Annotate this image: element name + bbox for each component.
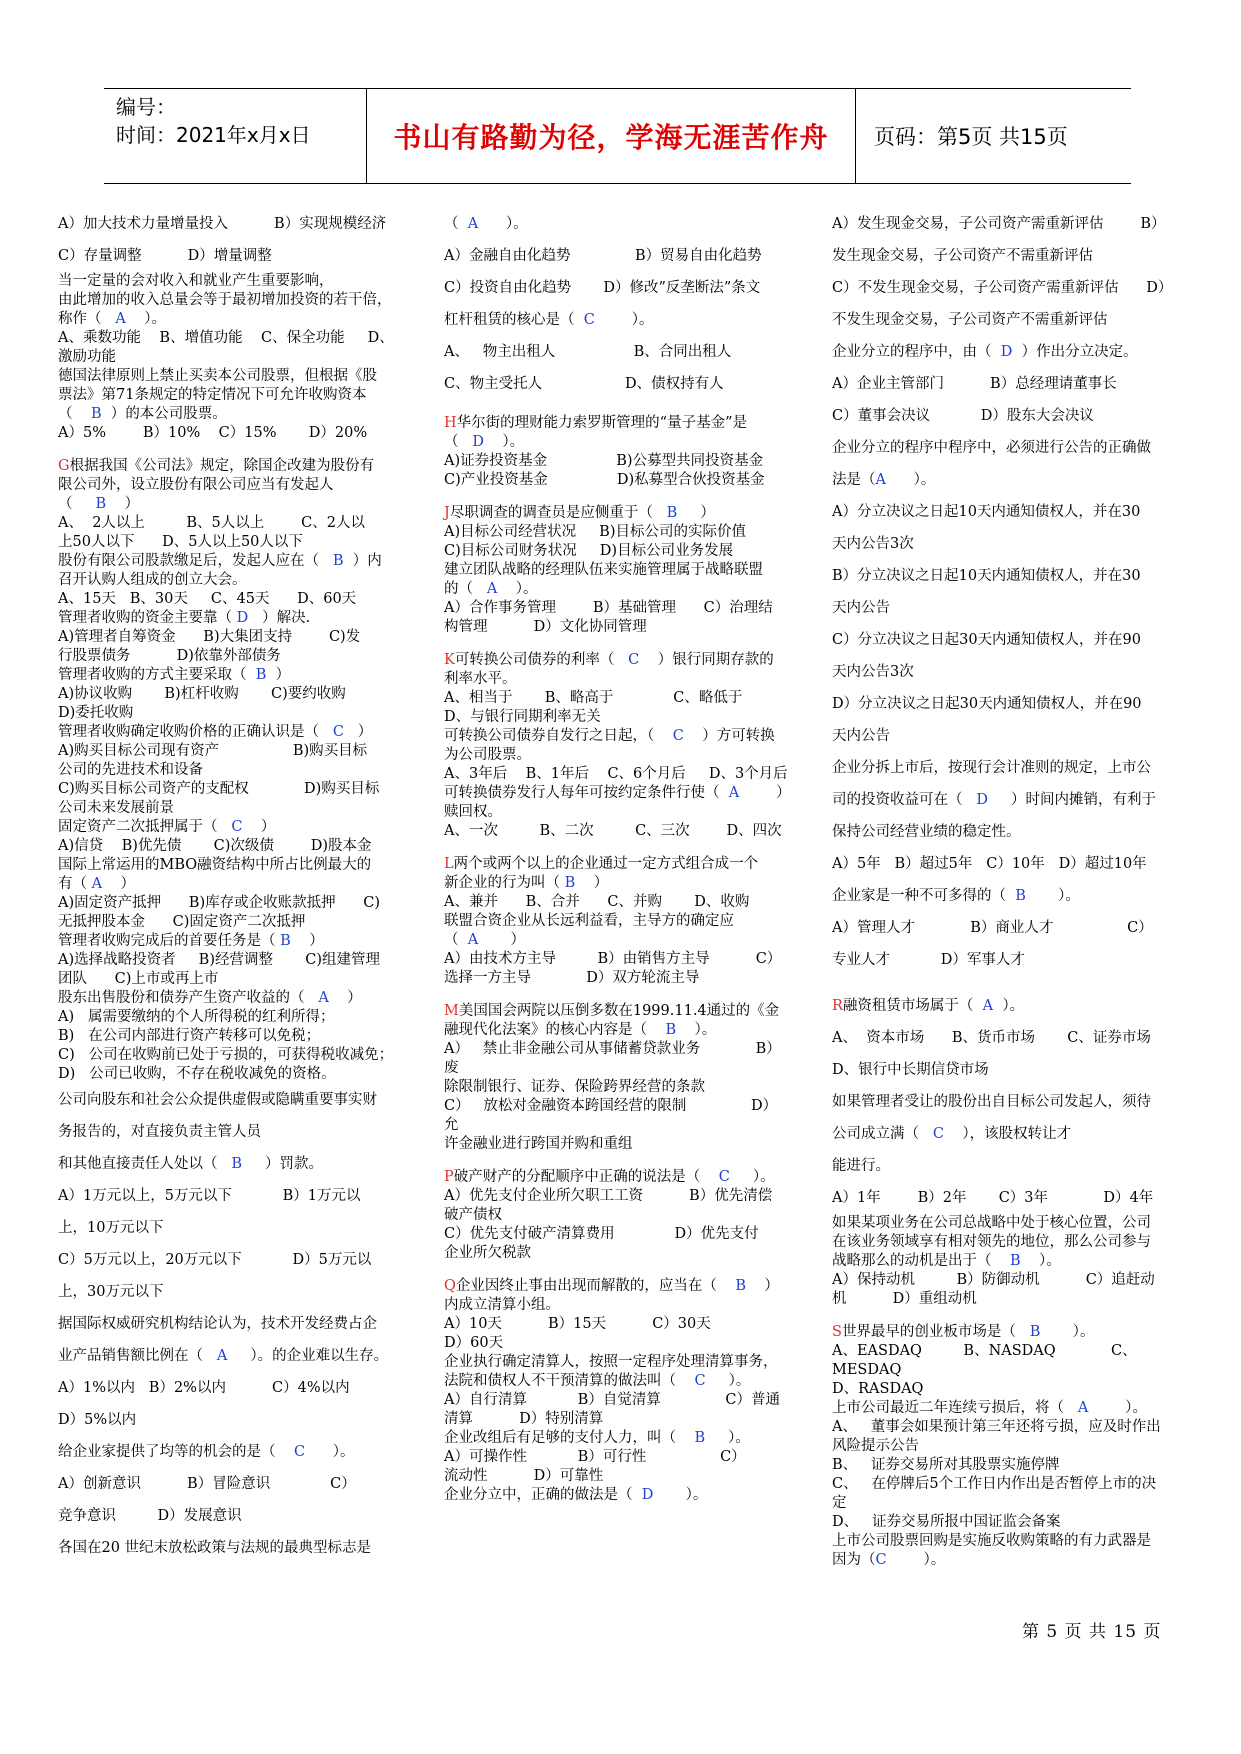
text-line: 在该业务领域享有相对领先的地位，那么公司参与 <box>832 1234 1151 1250</box>
text-line: C)目标公司财务状况 D)目标公司业务发展 <box>444 543 734 559</box>
section-gap <box>832 1309 1182 1323</box>
code-label: 编号： <box>116 95 176 119</box>
text-line: B) 在公司内部进行资产转移可以免税； <box>58 1028 321 1044</box>
index-letter: S <box>832 1324 842 1340</box>
answer-letter: B <box>90 406 102 422</box>
text-line: 企业分拆上市后，按现行会计准则的规定，上市公 <box>832 760 1151 776</box>
text-line: A、3年后 B、1年后 C、6个月后 D、3个月后 <box>444 766 788 782</box>
text-line: 务报告的，对直接负责主管人员 <box>58 1124 261 1140</box>
text-line: 当一定量的会对收入和就业产生重要影响， <box>58 273 334 289</box>
text-line: 建立团队战略的经理队伍来实施管理属于战略联盟 <box>444 562 763 578</box>
text-line: A）10天 B）15天 C）30天 <box>444 1316 711 1332</box>
answer-letter: C <box>583 312 595 328</box>
text-line: A)信贷 B)优先债 C)次级债 D)股本金 <box>58 838 372 854</box>
page-number-header: 页码：第5页 共15页 <box>874 125 1068 149</box>
text-line: 保持公司经营业绩的稳定性。 <box>832 824 1021 840</box>
answer-letter: D <box>472 434 484 450</box>
answer-letter: C <box>293 1444 306 1460</box>
text-line: 上市公司最近二年连续亏损后，将（ A ）。 <box>832 1400 1147 1416</box>
text-line: 许金融业进行跨国并购和重组 <box>444 1136 633 1152</box>
answer-letter: C <box>332 724 344 740</box>
text-line: C）优先支付破产清算费用 D）优先支付 <box>444 1226 759 1242</box>
column-3 <box>832 208 1182 1570</box>
text-line: J尽职调查的调查员是应侧重于（ B ） <box>444 505 715 521</box>
section-gap <box>58 443 408 457</box>
text-line: H华尔街的理财能力索罗斯管理的“量子基金”是 <box>444 415 747 431</box>
text-line: 天内公告 <box>832 600 890 616</box>
text-line: A）1年 B）2年 C）3年 D）4年 <box>832 1190 1154 1206</box>
text-line: （ A ）。 <box>444 216 528 232</box>
answer-letter: B <box>735 1278 746 1294</box>
text-line: 破产债权 <box>444 1207 502 1223</box>
text-line: 融现代化法案》的核心内容是（ B ）。 <box>444 1022 717 1038</box>
section-gap <box>832 976 1182 990</box>
answer-letter: D <box>1000 344 1013 360</box>
text-line: A）管理人才 B）商业人才 C） <box>832 920 1153 936</box>
text-line: 企业所欠税款 <box>444 1245 531 1261</box>
text-line: 发生现金交易，子公司资产不需重新评估 <box>832 248 1093 264</box>
index-letter: J <box>444 505 450 521</box>
text-line: 称作（ A ）。 <box>58 311 166 327</box>
answer-letter: B <box>95 496 107 512</box>
text-line: D）60天 <box>444 1335 504 1351</box>
answer-letter: A <box>467 216 479 232</box>
answer-letter: B <box>665 1022 677 1038</box>
text-line: B、 证券交易所对其股票实施停牌 <box>832 1457 1060 1473</box>
text-line: K可转换公司债券的利率（ C ）银行同期存款的 <box>444 652 774 668</box>
text-line: A）金融自由化趋势 B）贸易自由化趋势 <box>444 248 762 264</box>
text-line: 固定资产二次抵押属于（ C ） <box>58 819 276 835</box>
text-line: A）5年 B）超过5年 C）10年 D）超过10年 <box>832 856 1147 872</box>
answer-letter: A <box>875 472 886 488</box>
text-line: （ B ）的本公司股票。 <box>58 406 227 422</box>
text-line: L两个或两个以上的企业通过一定方式组合成一个 <box>444 856 759 872</box>
text-line: C) 公司在收购前已处于亏损的，可获得税收减免； <box>58 1047 394 1063</box>
text-line: A）分立决议之日起10天内通知债权人，并在30 <box>832 504 1141 520</box>
text-line: C）董事会决议 D）股东大会决议 <box>832 408 1094 424</box>
text-line: 团队 C)上市或再上市 <box>58 971 219 987</box>
text-line: B）分立决议之日起10天内通知债权人，并在30 <box>832 568 1141 584</box>
text-line: C）分立决议之日起30天内通知债权人，并在90 <box>832 632 1141 648</box>
answer-letter: A <box>1077 1400 1089 1416</box>
answer-letter: B <box>280 933 291 949</box>
answer-letter: C <box>718 1169 730 1185</box>
text-line: 管理者收购完成后的首要任务是（ B ） <box>58 933 324 949</box>
text-line: A)选择战略投资者 B)经营调整 C)组建管理 <box>58 952 381 968</box>
text-line: 管理者收购确定收购价格的正确认识是（ C ） <box>58 724 373 740</box>
section-gap <box>444 637 799 651</box>
index-letter: M <box>444 1003 459 1019</box>
index-letter: L <box>444 856 454 872</box>
text-line: （ B ） <box>58 496 140 512</box>
section-gap <box>444 1263 799 1277</box>
text-line: C）投资自由化趋势 D）修改”反垄断法”条文 <box>444 280 761 296</box>
answer-letter: A <box>216 1348 228 1364</box>
text-line: 德国法律原则上禁止买卖本公司股票，但根据《股 <box>58 368 377 384</box>
text-line: 构管理 D）文化协同管理 <box>444 619 647 635</box>
text-line: 限公司外，设立股份有限公司应当有发起人 <box>58 477 334 493</box>
text-line: Q企业因终止事由出现而解散的，应当在（ B ） <box>444 1278 779 1294</box>
text-line: A）发生现金交易，子公司资产需重新评估 B） <box>832 216 1166 232</box>
text-line: 赎回权。 <box>444 804 502 820</box>
text-line: 流动性 D）可靠性 <box>444 1468 604 1484</box>
text-line: C）5万元以上，20万元以下 D）5万元以 <box>58 1252 372 1268</box>
page-header <box>104 88 1131 184</box>
text-line: A、 物主出租人 B、合同出租人 <box>444 344 732 360</box>
answer-letter: A <box>486 581 498 597</box>
text-line: A、 董事会如果预计第三年还将亏损，应及时作出 <box>832 1419 1161 1435</box>
text-line: 可转换公司债券自发行之日起，（ C ）方可转换 <box>444 728 775 744</box>
text-line: A) 属需要缴纳的个人所得税的红利所得； <box>58 1009 335 1025</box>
text-line: 上市公司股票回购是实施反收购策略的有力武器是 <box>832 1533 1151 1549</box>
answer-letter: C <box>932 1126 944 1142</box>
text-line: 专业人才 D）军事人才 <box>832 952 1025 968</box>
text-line: D）5%以内 <box>58 1412 137 1428</box>
text-line: 杠杆租赁的核心是（ C ）。 <box>444 312 654 328</box>
text-line: D) 公司已收购，不存在税收减免的资格。 <box>58 1066 336 1082</box>
text-line: 各国在20 世纪末放松政策与法规的最典型标志是 <box>58 1540 372 1556</box>
text-line: 国际上常运用的MBO融资结构中所占比例最大的 <box>58 857 372 873</box>
text-line: 内成立清算小组。 <box>444 1297 560 1313</box>
text-line: A、 2人以上 B、5人以上 C、2人以 <box>58 515 365 531</box>
text-line: 公司的先进技术和设备 <box>58 762 203 778</box>
answer-letter: C <box>875 1552 887 1568</box>
text-line: 业产品销售额比例在（ A ）。的企业难以生存。 <box>58 1348 389 1364</box>
section-gap <box>444 400 799 414</box>
text-line: 企业分立中，正确的做法是（ D ）。 <box>444 1487 708 1503</box>
answer-letter: A <box>318 990 329 1006</box>
text-line: A）加大技术力量增量投入 B）实现规模经济 <box>58 216 387 232</box>
answer-letter: B <box>564 875 576 891</box>
section-gap <box>444 490 799 504</box>
text-line: A）由技术方主导 B）由销售方主导 C） <box>444 951 782 967</box>
index-letter: P <box>444 1169 454 1185</box>
text-line: A)证券投资基金 B)公募型共同投资基金 <box>444 453 764 469</box>
answer-letter: A <box>982 998 994 1014</box>
answer-letter: B <box>666 505 678 521</box>
text-line: A)管理者自筹资金 B)大集团支持 C)发 <box>58 629 361 645</box>
text-line: 由此增加的收入总量会等于最初增加投资的若干倍， <box>58 292 392 308</box>
text-line: 定 <box>832 1495 847 1511</box>
text-line: A）5% B）10% C）15% D）20% <box>58 425 368 441</box>
text-line: 给企业家提供了均等的机会的是（ C ）。 <box>58 1444 355 1460</box>
answer-letter: B <box>1009 1253 1021 1269</box>
text-line: 不发生现金交易，子公司资产不需重新评估 <box>832 312 1108 328</box>
text-line: 联盟合资企业从长远利益看，主导方的确定应 <box>444 913 734 929</box>
text-line: 上，10万元以下 <box>58 1220 164 1236</box>
text-line: D、 证券交易所报中国证监会备案 <box>832 1514 1061 1530</box>
text-line: A）合作事务管理 B）基础管理 C）治理结 <box>444 600 773 616</box>
answer-letter: D <box>236 610 249 626</box>
answer-letter: A <box>91 876 103 892</box>
text-line: G根据我国《公司法》规定，除国企改建为股份有 <box>58 458 375 474</box>
text-line: C)产业投资基金 D)私募型合伙投资基金 <box>444 472 765 488</box>
answer-letter: B <box>255 667 267 683</box>
answer-letter: A <box>467 932 479 948</box>
text-line: A）创新意识 B）冒险意识 C） <box>58 1476 356 1492</box>
text-line: 司的投资收益可在（ D ）时间内摊销，有利于 <box>832 792 1157 808</box>
text-line: D、银行中长期信贷市场 <box>832 1062 989 1078</box>
text-line: 天内公告 <box>832 728 890 744</box>
text-line: 如果管理者受让的股份出自目标公司发起人，须待 <box>832 1094 1151 1110</box>
text-line: 股份有限公司股款缴足后，发起人应在（ B ）内 <box>58 553 382 569</box>
text-line: 企业分立的程序中程序中，必须进行公告的正确做 <box>832 440 1151 456</box>
answer-letter: B <box>694 1430 706 1446</box>
text-line: C）不发生现金交易，子公司资产需重新评估 D） <box>832 280 1173 296</box>
answer-letter: C <box>694 1373 706 1389</box>
text-line: 企业分立的程序中，由（ D ）作出分立决定。 <box>832 344 1138 360</box>
text-line: （ A ） <box>444 932 525 948</box>
text-line: D）分立决议之日起30天内通知债权人，并在90 <box>832 696 1142 712</box>
text-line: 可转换债券发行人每年可按约定条件行使（ A ） <box>444 785 791 801</box>
answer-letter: D <box>976 792 988 808</box>
text-line: 的（ A ）。 <box>444 581 538 597</box>
index-letter: H <box>444 415 457 431</box>
text-line: 战略那么的动机是出于（ B ）。 <box>832 1253 1061 1269</box>
answer-letter: B <box>332 553 344 569</box>
answer-letter: C <box>628 652 640 668</box>
time-label: 时间：2021年x月x日 <box>116 123 311 147</box>
text-line: A）保持动机 B）防御动机 C）追赶动 <box>832 1272 1155 1288</box>
text-line: A)协议收购 B)杠杆收购 C)要约收购 <box>58 686 346 702</box>
text-line: M美国国会两院以压倒多数在1999.11.4通过的《金 <box>444 1003 780 1019</box>
text-line: 除限制银行、证券、保险跨界经营的条款 <box>444 1079 705 1095</box>
text-line: A、EASDAQ B、NASDAQ C、MESDAQ <box>832 1343 1137 1378</box>
text-line: A）1万元以上，5万元以下 B）1万元以 <box>58 1188 361 1204</box>
text-line: 企业改组后有足够的支付人力，叫（ B ）。 <box>444 1430 750 1446</box>
text-line: 公司成立满（ C ），该股权转让才 <box>832 1126 1072 1142</box>
index-letter: R <box>832 998 843 1014</box>
text-line: 能进行。 <box>832 1158 890 1174</box>
text-line: C、物主受托人 D、债权持有人 <box>444 376 724 392</box>
text-line: 上50人以下 D、5人以上50人以下 <box>58 534 303 550</box>
text-line: A） 禁止非金融公司从事储蓄贷款业务 B） 废 <box>444 1041 790 1076</box>
section-gap <box>444 841 799 855</box>
text-line: A、乘数功能 B、增值功能 C、保全功能 D、 <box>58 330 394 346</box>
text-line: 为公司股票。 <box>444 747 531 763</box>
text-line: D、与银行同期利率无关 <box>444 709 601 725</box>
text-line: P破产财产的分配顺序中正确的说法是（ C ）。 <box>444 1169 775 1185</box>
text-line: 管理者收购的资金主要靠（ D ）解决. <box>58 610 311 626</box>
text-line: C） 放松对金融资本跨国经营的限制 D） 允 <box>444 1098 787 1133</box>
text-line: D、RASDAQ <box>832 1381 924 1397</box>
index-letter: Q <box>444 1278 456 1294</box>
answer-letter: A <box>728 785 740 801</box>
text-line: 公司向股东和社会公众提供虚假或隐瞒重要事实财 <box>58 1092 377 1108</box>
text-line: A）自行清算 B）自觉清算 C）普通 <box>444 1392 780 1408</box>
text-line: 因为（C ）。 <box>832 1552 946 1568</box>
answer-letter: C <box>231 819 243 835</box>
text-line: 管理者收购的方式主要采取（ B ） <box>58 667 291 683</box>
text-line: 法院和债权人不干预清算的做法叫（ C ）。 <box>444 1373 751 1389</box>
motto-cell <box>366 89 856 183</box>
column-1 <box>58 208 408 1564</box>
text-line: 企业家是一种不可多得的（ B ）。 <box>832 888 1080 904</box>
motto: 书山有路勤为径，学海无涯苦作舟 <box>393 121 829 154</box>
text-line: A）可操作性 B）可行性 C） <box>444 1449 746 1465</box>
text-line: 上，30万元以下 <box>58 1284 164 1300</box>
header-meta <box>116 89 366 183</box>
text-line: 清算 D）特别清算 <box>444 1411 604 1427</box>
text-line: S世界最早的创业板市场是（ B ）。 <box>832 1324 1095 1340</box>
answer-letter: C <box>672 728 684 744</box>
text-line: 企业执行确定清算人，按照一定程序处理清算事务， <box>444 1354 778 1370</box>
index-letter: G <box>58 458 70 474</box>
text-line: A、兼并 B、合并 C、并购 D、收购 <box>444 894 750 910</box>
text-line: 无抵押股本金 C)固定资产二次抵押 <box>58 914 306 930</box>
answer-letter: B <box>231 1156 242 1172</box>
text-line: 选择一方主导 D）双方轮流主导 <box>444 970 700 986</box>
text-line: C)购买目标公司资产的支配权 D)购买目标 <box>58 781 380 797</box>
text-line: A、15天 B、30天 C、45天 D、60天 <box>58 591 357 607</box>
text-line: A)购买目标公司现有资产 B)购买目标 <box>58 743 368 759</box>
text-line: A)目标公司经营状况 B)目标公司的实际价值 <box>444 524 746 540</box>
answer-letter: D <box>641 1487 654 1503</box>
column-2 <box>444 208 799 1505</box>
text-line: C）存量调整 D）增量调整 <box>58 248 272 264</box>
page-footer: 第 5 页 共 15 页 <box>1022 1622 1162 1642</box>
section-gap <box>444 988 799 1002</box>
text-line: 天内公告3次 <box>832 536 914 552</box>
text-line: R融资租赁市场属于（ A ）。 <box>832 998 1025 1014</box>
text-line: 股东出售股份和债券产生资产收益的（ A ） <box>58 990 362 1006</box>
text-line: A）优先支付企业所欠职工工资 B）优先清偿 <box>444 1188 773 1204</box>
text-line: 机 D）重组动机 <box>832 1291 977 1307</box>
text-line: 如果某项业务在公司总战略中处于核心位置，公司 <box>832 1215 1151 1231</box>
section-gap <box>444 1154 799 1168</box>
text-line: A、一次 B、二次 C、三次 D、四次 <box>444 823 782 839</box>
text-line: 有（ A ） <box>58 876 136 892</box>
text-line: 票法》第71条规定的特定情况下可允许收购资本 <box>58 387 367 403</box>
answer-letter: B <box>1015 888 1026 904</box>
text-line: 利率水平。 <box>444 671 517 687</box>
text-line: 激励功能 <box>58 349 116 365</box>
index-letter: K <box>444 652 455 668</box>
text-line: A）企业主管部门 B）总经理请董事长 <box>832 376 1117 392</box>
text-line: A)固定资产抵押 B)库存或企收账款抵押 C) <box>58 895 381 911</box>
text-line: 召开认购人组成的创立大会。 <box>58 572 247 588</box>
text-line: 天内公告3次 <box>832 664 914 680</box>
text-line: 和其他直接责任人处以（ B ）罚款。 <box>58 1156 324 1172</box>
text-line: A、 资本市场 B、货币市场 C、证券市场 <box>832 1030 1151 1046</box>
text-line: D)委托收购 <box>58 705 134 721</box>
text-line: （ D ）。 <box>444 434 525 450</box>
text-line: 行股票债务 D)依靠外部债务 <box>58 648 281 664</box>
answer-letter: A <box>115 311 126 327</box>
text-line: 公司未来发展前景 <box>58 800 174 816</box>
answer-letter: B <box>1029 1324 1041 1340</box>
text-line: 新企业的行为叫（ B ） <box>444 875 609 891</box>
text-line: 风险提示公告 <box>832 1438 919 1454</box>
text-line: C、 在停牌后5个工作日内作出是否暂停上市的决 <box>832 1476 1157 1492</box>
text-line: 法是（A ）。 <box>832 472 936 488</box>
text-line: 据国际权威研究机构结论认为，技术开发经费占企 <box>58 1316 377 1332</box>
text-line: A）1%以内 B）2%以内 C）4%以内 <box>58 1380 350 1396</box>
text-line: 竞争意识 D）发展意识 <box>58 1508 242 1524</box>
text-line: A、相当于 B、略高于 C、略低于 <box>444 690 743 706</box>
